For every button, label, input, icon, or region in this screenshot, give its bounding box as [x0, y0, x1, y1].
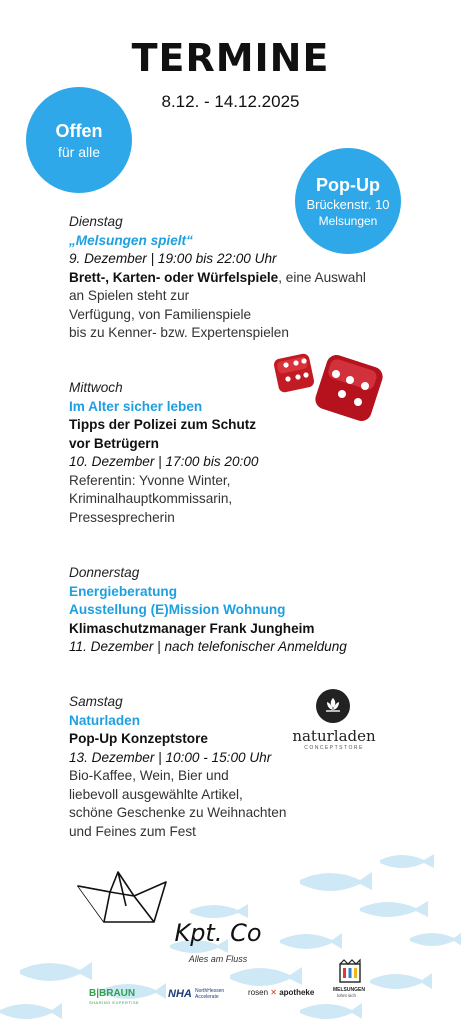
popup-badge-street: Brückenstr. 10 [306, 196, 390, 212]
sponsor-nha-sub-2: Accelerate [195, 994, 219, 1000]
event-highlight: vor Betrügern [69, 435, 159, 451]
sponsor-rosen-cross-icon: ✕ [270, 988, 277, 997]
open-badge-title: Offen [55, 120, 103, 141]
page-title: TERMINE [131, 36, 330, 80]
sponsor-rosen-apotheke-logo [248, 988, 314, 997]
open-badge [26, 87, 132, 193]
event-title: Naturladen [69, 712, 141, 728]
sponsor-braun-sub: SHARING EXPERTISE [89, 1000, 140, 1005]
sponsor-melsungen-name: MELSUNGEN [333, 987, 365, 993]
event-title: Energieberatung [69, 583, 178, 599]
event-desc-line: , eine Auswahl an Spielen steht zur [69, 269, 366, 303]
event-desc-line: Pressesprecherin [69, 509, 175, 525]
sponsor-nha-sub-1: NorthHessen [195, 988, 225, 994]
popup-badge-city: Melsungen [318, 213, 378, 228]
sponsor-rosen-text: rosen [248, 988, 269, 997]
popup-badge-title: Pop-Up [316, 174, 380, 195]
event-highlight: Tipps der Polizei zum Schutz [69, 417, 257, 432]
sponsor-apotheke-text: apotheke [279, 988, 315, 997]
date-range: 8.12. - 14.12.2025 [161, 92, 300, 111]
event-day: Donnerstag [69, 565, 140, 580]
event-desc-line: bis zu Kenner- bzw. Expertenspielen [69, 325, 289, 340]
event-time: 13. Dezember | 10:00 - 15:00 Uhr [69, 749, 272, 765]
event-title: Ausstellung (E)Mission Wohnung [69, 602, 286, 617]
event-saturday [69, 693, 309, 841]
brand-name: Kpt. Co [174, 919, 262, 947]
naturladen-logo-icon [316, 689, 350, 723]
event-description [69, 269, 369, 306]
event-desc-line: liebevoll ausgewählte Artikel, [69, 786, 243, 802]
event-desc-line: Verfügung, von Familienspiele [69, 306, 252, 322]
event-day: Dienstag [69, 214, 123, 229]
sponsor-nha-logo: NHA [168, 988, 192, 1000]
event-wednesday [69, 379, 369, 527]
brand-tagline: Alles am Fluss [188, 954, 248, 964]
sponsor-braun-logo: B|BRAUN [89, 988, 136, 999]
event-highlight: Pop-Up Konzeptstore [69, 731, 208, 746]
event-highlight: Klimaschutzmanager Frank Jungheim [69, 620, 315, 636]
melsungen-crest-icon [338, 958, 362, 984]
sponsor-melsungen-sub: lohnt sich [337, 993, 357, 998]
paper-boat-icon [74, 866, 170, 926]
event-title: „Melsungen spielt“ [69, 232, 193, 248]
event-title: Im Alter sicher leben [69, 398, 203, 414]
event-time: 11. Dezember | nach telefonischer Anmeldung [69, 639, 347, 654]
event-day: Mittwoch [69, 380, 123, 395]
event-desc-line: Referentin: Yvonne Winter, [69, 472, 231, 488]
event-desc-line: Bio-Kaffee, Wein, Bier und [69, 768, 229, 783]
event-time: 10. Dezember | 17:00 bis 20:00 [69, 454, 259, 469]
open-badge-subtitle: für alle [57, 143, 101, 160]
event-desc-line: und Feines zum Fest [69, 823, 196, 839]
event-time: 9. Dezember | 19:00 bis 22:00 Uhr [69, 251, 277, 266]
event-day: Samstag [69, 694, 123, 709]
event-highlight: Brett-, Karten- oder Würfelspiele [69, 269, 279, 285]
event-desc-line: schöne Geschenke zu Weihnachten [69, 805, 287, 820]
naturladen-logo-name: naturladen [292, 727, 376, 745]
event-desc-line: Kriminalhauptkommissarin, [69, 491, 233, 506]
event-thursday [69, 564, 409, 657]
sponsor-nha-sub [195, 988, 235, 1000]
naturladen-logo-sub: CONCEPTSTORE [304, 745, 364, 751]
event-tuesday [69, 213, 369, 343]
